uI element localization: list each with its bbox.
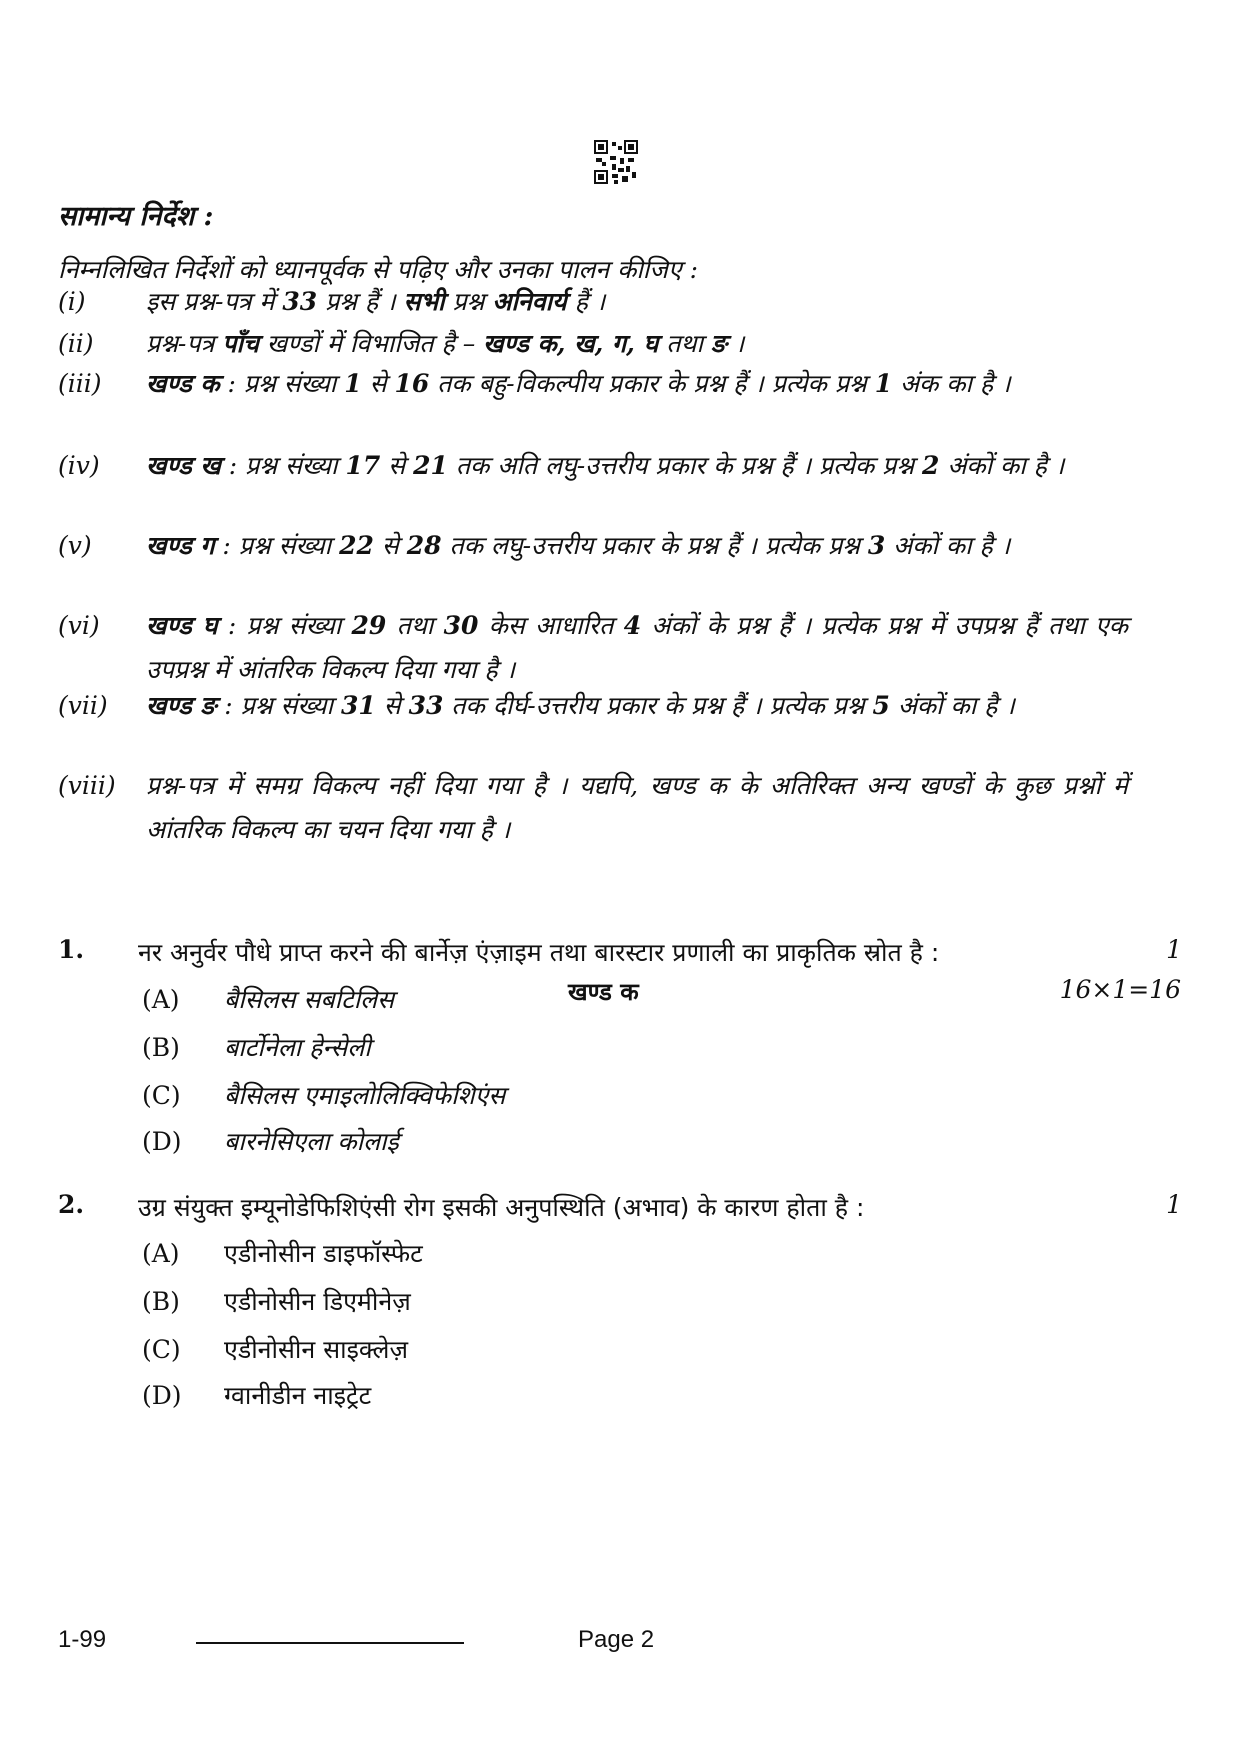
instruction-number: (vii) — [58, 691, 108, 720]
instruction-number: (i) — [58, 287, 86, 316]
option-label: (D) — [142, 1127, 182, 1156]
option-text: बारनेसिएला कोलाई — [224, 1127, 399, 1156]
instruction-item — [58, 280, 1128, 324]
option-a — [142, 982, 394, 1016]
instruction-number: (viii) — [58, 771, 116, 800]
instruction-text: खण्ड घ : प्रश्न संख्या 29 तथा 30 केस आधारित 4 अंकों के प्रश्न हैं । प्रत्येक प्रश्न में उपप्रश्न हैं तथा एक उपप्रश्न में आंतरिक विकल्प दिया गया है । — [146, 611, 1128, 684]
question-number: 2. — [58, 1190, 85, 1219]
footer-paper-code: 1-99 — [58, 1626, 107, 1653]
question-text: उग्र संयुक्त इम्यूनोडेफिशिएंसी रोग इसकी अनुपस्थिति (अभाव) के कारण होता है : — [138, 1193, 865, 1222]
instruction-text: इस प्रश्न-पत्र में 33 प्रश्न हैं । सभी प्रश्न अनिवार्य हैं । — [146, 287, 606, 316]
question-marks: 1 — [1166, 935, 1182, 964]
instruction-text: खण्ड ख : प्रश्न संख्या 17 से 21 तक अति लघु-उत्तरीय प्रकार के प्रश्न हैं । प्रत्येक प्रश्न 2 अंकों का है । — [146, 451, 1065, 480]
option-label: (A) — [142, 1239, 180, 1268]
instruction-item — [58, 684, 1128, 728]
question-1 — [58, 935, 1182, 969]
section-title: खण्ड क — [568, 978, 639, 1006]
instruction-item — [58, 322, 1128, 366]
instruction-item — [58, 362, 1128, 406]
option-text: बैसिलस सबटिलिस — [224, 985, 395, 1014]
option-a — [142, 1236, 423, 1270]
instruction-number: (v) — [58, 531, 92, 560]
footer-page-number: Page 2 — [578, 1626, 655, 1653]
option-label: (B) — [142, 1287, 180, 1316]
instruction-text: खण्ड ङ : प्रश्न संख्या 31 से 33 तक दीर्घ-उत्तरीय प्रकार के प्रश्न हैं । प्रत्येक प्रश्न 5 अंकों का है । — [146, 691, 1015, 720]
option-label: (A) — [142, 985, 180, 1014]
instruction-item — [58, 444, 1128, 488]
qr-code-icon — [594, 140, 638, 184]
question-marks: 1 — [1166, 1190, 1182, 1219]
section-marks: 16×1=16 — [1059, 975, 1181, 1004]
option-text: एडीनोसीन साइक्लेज़ — [224, 1335, 408, 1364]
instruction-number: (vi) — [58, 611, 100, 640]
option-text: ग्वानीडीन नाइट्रेट — [224, 1381, 372, 1410]
question-text: नर अनुर्वर पौधे प्राप्त करने की बार्नेज़ एंज़ाइम तथा बारस्टार प्रणाली का प्राकृतिक स्रोत है : — [138, 938, 940, 967]
instruction-item — [58, 764, 1128, 852]
option-c — [142, 1078, 505, 1112]
option-d — [142, 1378, 371, 1412]
instructions-intro: निम्नलिखित निर्देशों को ध्यानपूर्वक से पढ़िए और उनका पालन कीजिए : — [58, 255, 699, 284]
instruction-text: प्रश्न-पत्र में समग्र विकल्प नहीं दिया गया है । यद्यपि, खण्ड क के अतिरिक्त अन्य खण्डों के कुछ प्रश्नों में आंतरिक विकल्प का चयन दिया गया है । — [146, 771, 1128, 844]
instruction-item — [58, 604, 1128, 692]
instruction-text: प्रश्न-पत्र पाँच खण्डों में विभाजित है – खण्ड क, ख, ग, घ तथा ङ । — [146, 329, 745, 358]
option-text: बार्टोनेला हेन्सेली — [224, 1033, 371, 1062]
option-text: एडीनोसीन डिएमीनेज़ — [224, 1287, 411, 1316]
footer-divider — [196, 1642, 464, 1644]
option-d — [142, 1124, 399, 1158]
instruction-number: (ii) — [58, 329, 94, 358]
option-label: (C) — [142, 1081, 181, 1110]
option-label: (D) — [142, 1381, 182, 1410]
option-label: (C) — [142, 1335, 181, 1364]
option-text: बैसिलस एमाइलोलिक्विफेशिएंस — [224, 1081, 506, 1110]
option-c — [142, 1332, 408, 1366]
instruction-item — [58, 524, 1128, 568]
instruction-text: खण्ड ग : प्रश्न संख्या 22 से 28 तक लघु-उत्तरीय प्रकार के प्रश्न हैं । प्रत्येक प्रश्न 3 अंकों का है । — [146, 531, 1011, 560]
instruction-number: (iv) — [58, 451, 100, 480]
option-label: (B) — [142, 1033, 180, 1062]
option-b — [142, 1284, 411, 1318]
option-text: एडीनोसीन डाइफॉस्फेट — [224, 1239, 423, 1268]
option-b — [142, 1030, 371, 1064]
question-number: 1. — [58, 935, 85, 964]
instruction-text: खण्ड क : प्रश्न संख्या 1 से 16 तक बहु-विकल्पीय प्रकार के प्रश्न हैं । प्रत्येक प्रश्न 1 अंक का है । — [146, 369, 1011, 398]
instruction-number: (iii) — [58, 369, 102, 398]
general-instructions-heading: सामान्य निर्देश : — [58, 201, 214, 232]
question-2 — [58, 1190, 1182, 1224]
